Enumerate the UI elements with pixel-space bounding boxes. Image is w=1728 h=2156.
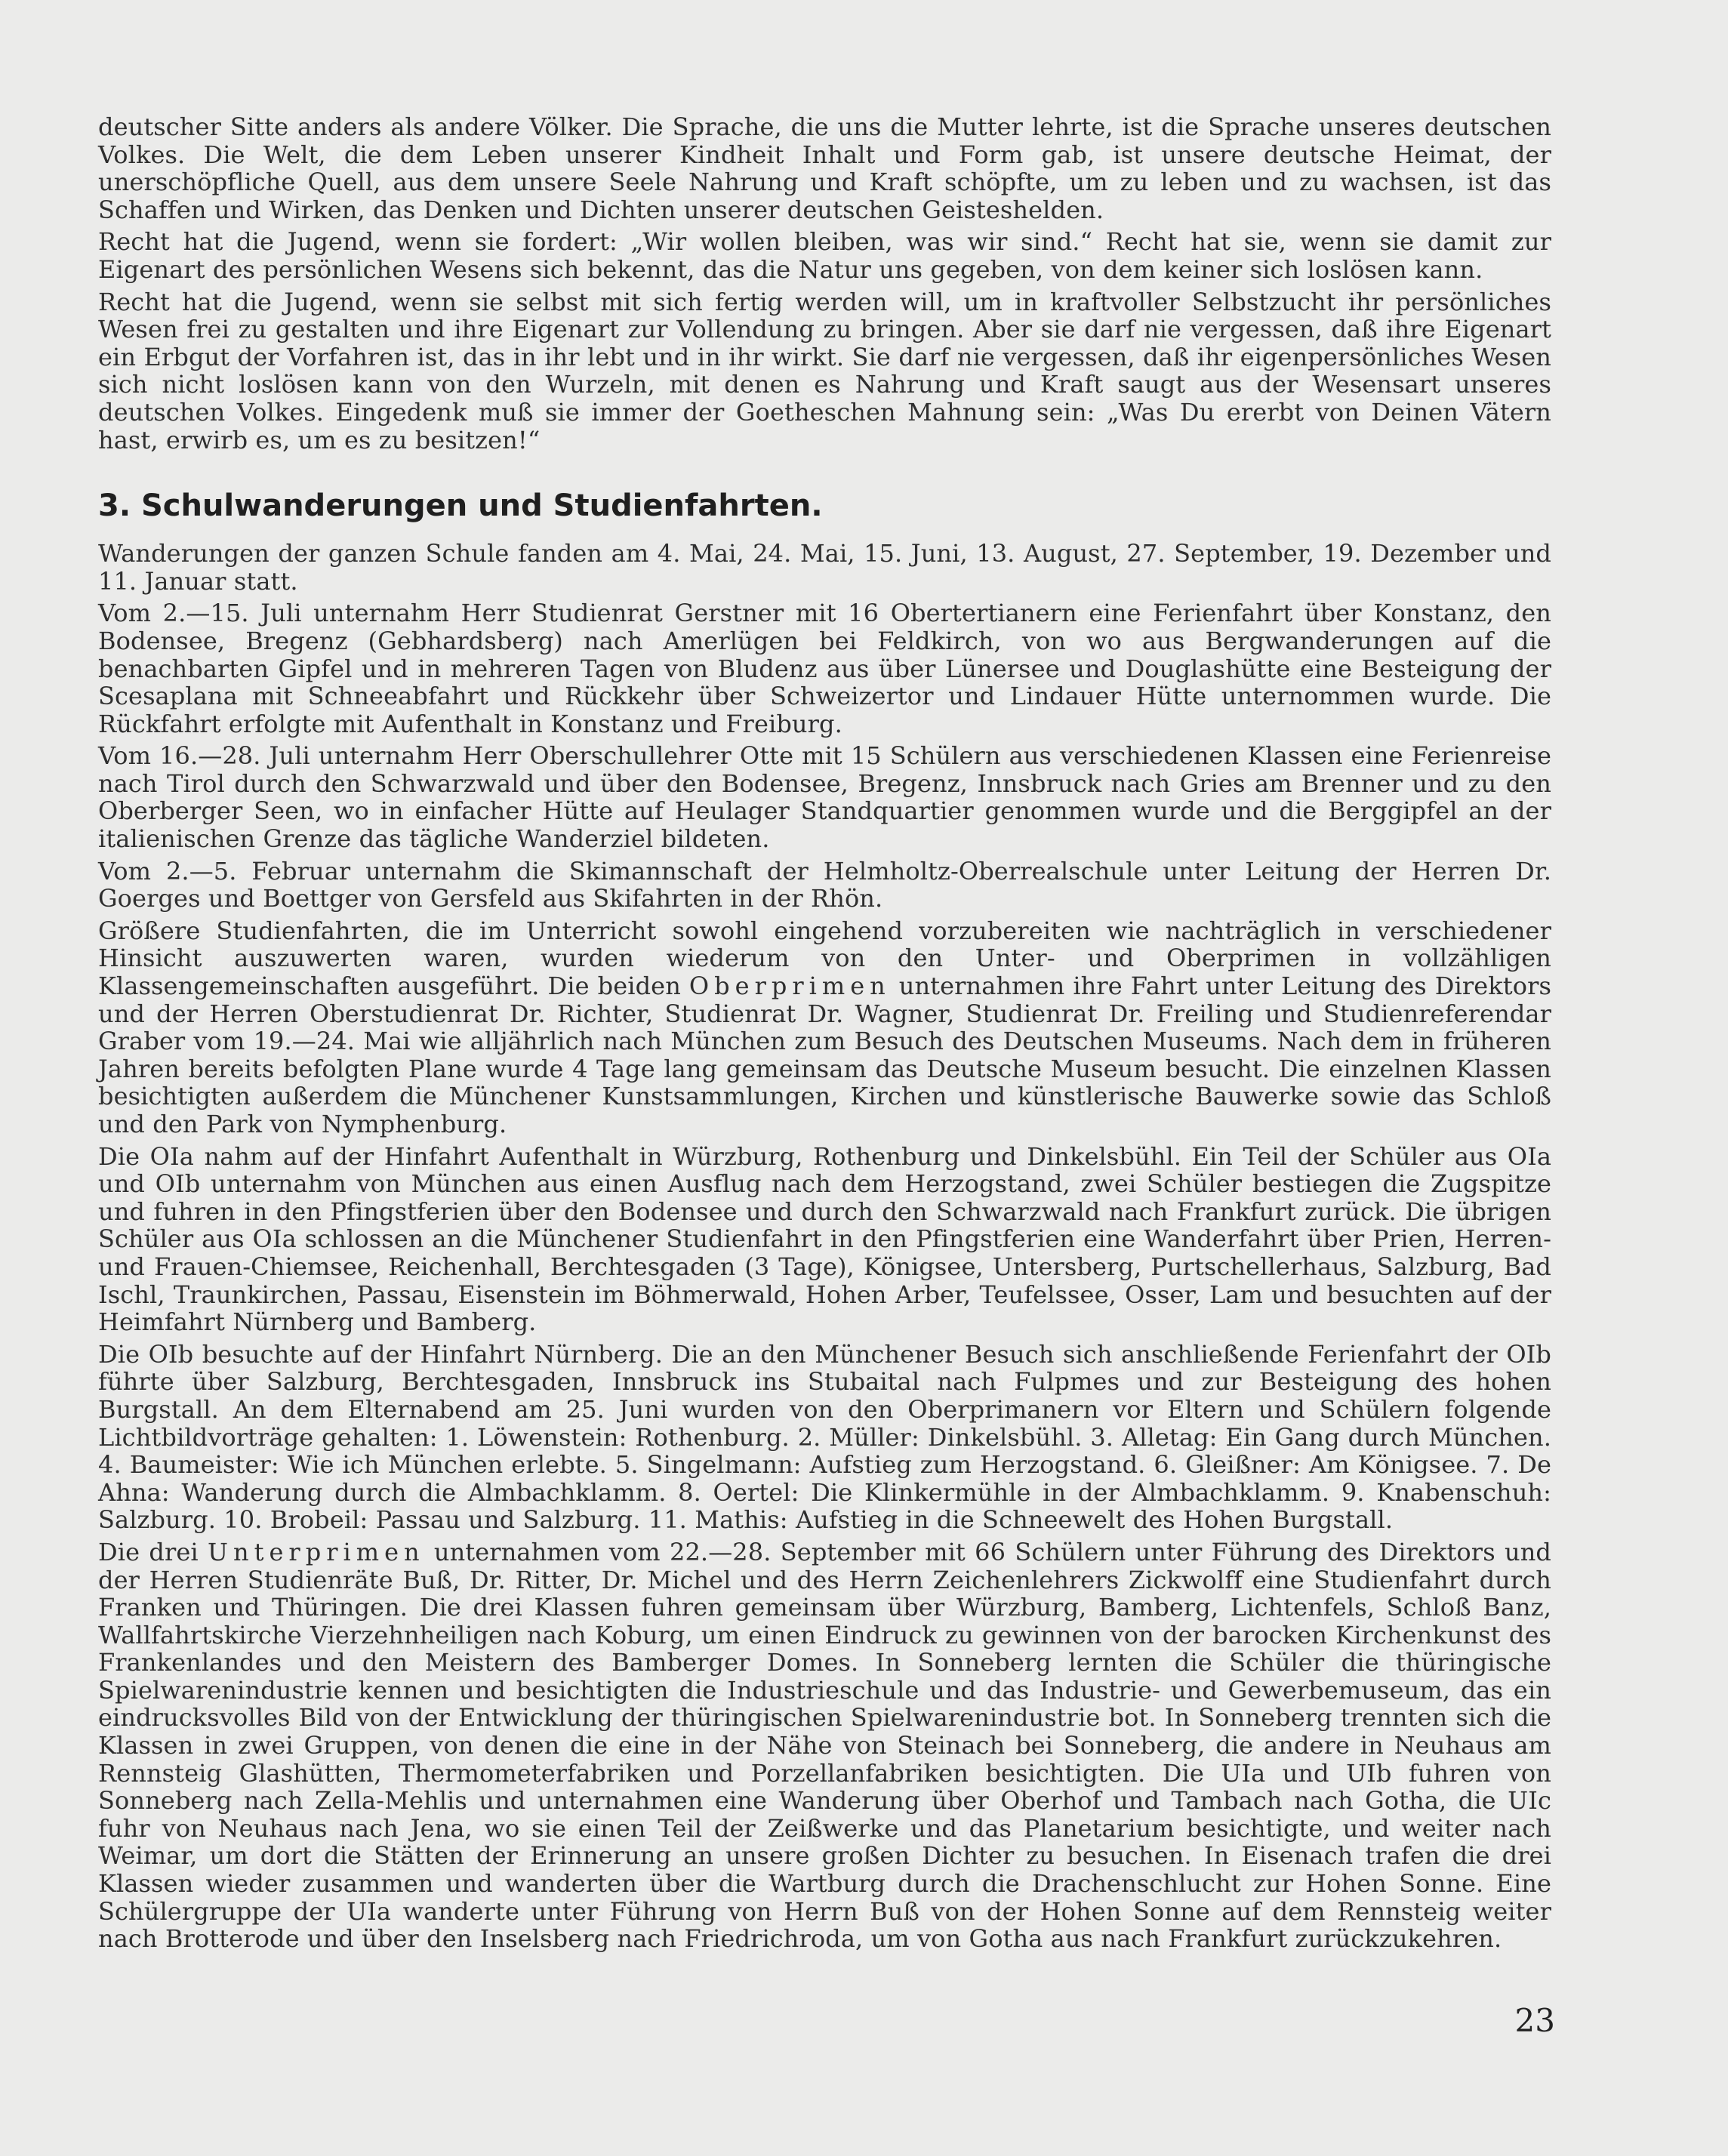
unterprimen-spaced-word: Unterprimen <box>208 1537 425 1566</box>
page-number: 23 <box>1514 2002 1555 2039</box>
intro-paragraph-2: Recht hat die Jugend, wenn sie fordert: „Wir wollen bleiben, was wir sind.“ Recht hat sie, wenn sie damit zur Eigenart des persönlichen Wesens sich bekennt, das die Natur uns gegeben, von dem keiner sich loslösen kann. <box>98 227 1551 284</box>
oberprimen-text-before: Größere Studienfahrten, die im Unterricht sowohl eingehend vorzubereiten wie nachträglich in verschiedener Hinsicht auszuwerten waren, wurden wiederum von den Unter- und Oberprimen in vollzähligen Klassengemeinschaften ausgeführt. Die beiden <box>98 916 1551 1001</box>
section-paragraph-oib: Die OIb besuchte auf der Hinfahrt Nürnberg. Die an den Münchener Besuch sich anschließende Ferienfahrt der OIb führte über Salzburg, Berchtesgaden, Innsbruck ins Stubaital nach Fulpmes und zur Besteigung des hohen Burgstall. An dem Elternabend am 25. Juni wurden von den Oberprimanern vor Eltern und Schülern folgende Lichtbildvorträge gehalten: 1. Löwenstein: Rothenburg. 2. Müller: Dinkelsbühl. 3. Alletag: Ein Gang durch München. 4. Baumeister: Wie ich München erlebte. 5. Singelmann: Aufstieg zum Herzogstand. 6. Gleißner: Am Königsee. 7. De Ahna: Wanderung durch die Almbachklamm. 8. Oertel: Die Klinkermühle in der Almbachklamm. 9. Knabenschuh: Salzburg. 10. Brobeil: Passau und Salzburg. 11. Mathis: Aufstieg in die Schneewelt des Hohen Burgstall. <box>98 1339 1551 1535</box>
unterprimen-text-after: unternahmen vom 22.—28. September mit 66 Schülern unter Führung des Direktors und der Herren Studienräte Buß, Dr. Ritter, Dr. Michel und des Herrn Zeichenlehrers Zickwolff eine Studienfahrt durch Franken und Thüringen. Die drei Klassen fuhren gemeinsam über Würzburg, Bamberg, Lichtenfels, Schloß Banz, Wallfahrtskirche Vierzehnheiligen nach Koburg, um einen Eindruck zu gewinnen von der barocken Kirchenkunst des Frankenlandes und den Meistern des Bamberger Domes. In Sonneberg lernten die Schüler die thüringische Spielwarenindustrie kennen und besichtigten die Industrieschule und das Industrie- und Gewerbemuseum, das ein eindrucksvolles Bild von der Entwicklung der thüringischen Spielwarenindustrie bot. In Sonneberg trennten sich die Klassen in zwei Gruppen, von denen die eine in der Nähe von Steinach bei Sonneberg, die andere in Neuhaus am Rennsteig Glashütten, Thermometerfabriken und Porzellanfabriken besichtigten. Die UIa und UIb fuhren von Sonneberg nach Zella-Mehlis und unternahmen eine Wanderung über Oberhof und Tambach nach Gotha, die UIc fuhr von Neuhaus nach Jena, wo sie einen Teil der Zeißwerke und das Planetarium besichtigte, und weiter nach Weimar, um dort die Stätten der Erinnerung an unsere großen Dichter zu besuchen. In Eisenach trafen die drei Klassen wieder zusammen und wanderten über die Wartburg durch die Drachenschlucht zur Hohen Sonne. Eine Schülergruppe der UIa wanderte unter Führung von Herrn Buß von der Hohen Sonne auf dem Rennsteig weiter nach Brotterode und über den Inselsberg nach Friedrichroda, um von Gotha aus nach Frankfurt zurückzukehren. <box>98 1537 1551 1954</box>
unterprimen-text-before: Die drei <box>98 1537 208 1566</box>
section-paragraph-oberprimen <box>98 917 1551 1138</box>
section-heading: 3. Schulwanderungen und Studienfahrten. <box>98 488 823 524</box>
section-paragraph-4: Vom 2.—5. Februar unternahm die Skimannschaft der Helmholtz-Oberrealschule unter Leitung der Herren Dr. Goerges und Boettger von Gersfeld aus Skifahrten in der Rhön. <box>98 856 1551 913</box>
section-paragraph-1: Wanderungen der ganzen Schule fanden am 4. Mai, 24. Mai, 15. Juni, 13. August, 27. September, 19. Dezember und 11. Januar statt. <box>98 539 1551 596</box>
section-paragraph-unterprimen <box>98 1538 1551 1953</box>
oberprimen-spaced-word: Oberprimen <box>688 972 891 1001</box>
page-body <box>98 113 1551 1953</box>
section-paragraph-3: Vom 16.—28. Juli unternahm Herr Oberschullehrer Otte mit 15 Schülern aus verschiedenen Klassen eine Ferienreise nach Tirol durch den Schwarzwald und über den Bodensee, Bregenz, Innsbruck nach Gries am Brenner und zu den Oberberger Seen, wo in einfacher Hütte auf Heulager Standquartier genommen wurde und die Berggipfel an der italienischen Grenze das tägliche Wanderziel bildeten. <box>98 741 1551 854</box>
intro-paragraph-3: Recht hat die Jugend, wenn sie selbst mit sich fertig werden will, um in kraftvoller Selbstzucht ihr persönliches Wesen frei zu gestalten und ihre Eigenart zur Vollendung zu bringen. Aber sie darf nie vergessen, daß ihre Eigenart ein Erbgut der Vorfahren ist, das in ihr lebt und in ihr wirkt. Sie darf nie vergessen, daß ihr eigenpersönliches Wesen sich nicht loslösen kann von den Wurzeln, mit denen es Nahrung und Kraft saugt aus der Wesensart unseres deutschen Volkes. Eingedenk muß sie immer der Goetheschen Mahnung sein: „Was Du ererbt von Deinen Vätern hast, erwirb es, um es zu besitzen!“ <box>98 287 1551 454</box>
oberprimen-text-after: unternahmen ihre Fahrt unter Leitung des Direktors und der Herren Oberstudienrat Dr. Richter, Studienrat Dr. Wagner, Studienrat Dr. Freiling und Studienreferendar Graber vom 19.—24. Mai wie alljährlich nach München zum Besuch des Deutschen Museums. Nach dem in früheren Jahren bereits befolgten Plane wurde 4 Tage lang gemeinsam das Deutsche Museum besucht. Die einzelnen Klassen besichtigten außerdem die Münchener Kunstsammlungen, Kirchen und künstlerische Bauwerke sowie das Schloß und den Park von Nymphenburg. <box>98 972 1551 1138</box>
section-paragraph-oia: Die OIa nahm auf der Hinfahrt Aufenthalt in Würzburg, Rothenburg und Dinkelsbühl. Ein Teil der Schüler aus OIa und OIb unternahm von München aus einen Ausflug nach dem Herzogstand, zwei Schüler bestiegen die Zugspitze und fuhren in den Pfingstferien über den Bodensee und durch den Schwarzwald nach Frankfurt zurück. Die übrigen Schüler aus OIa schlossen an die Münchener Studienfahrt in den Pfingstferien eine Wanderfahrt über Prien, Herren- und Frauen-Chiemsee, Reichenhall, Berchtesgaden (3 Tage), Königsee, Untersberg, Purtschellerhaus, Salzburg, Bad Ischl, Traunkirchen, Passau, Eisenstein im Böhmerwald, Hohen Arber, Teufelssee, Osser, Lam und besuchten auf der Heimfahrt Nürnberg und Bamberg. <box>98 1141 1551 1337</box>
section-paragraph-2: Vom 2.—15. Juli unternahm Herr Studienrat Gerstner mit 16 Obertertianern eine Ferienfahrt über Konstanz, den Bodensee, Bregenz (Gebhardsberg) nach Amerlügen bei Feldkirch, von wo aus Bergwanderungen auf die benachbarten Gipfel und in mehreren Tagen von Bludenz aus über Lünersee und Douglashütte eine Besteigung der Scesaplana mit Schneeabfahrt und Rückkehr über Schweizertor und Lindauer Hütte unternommen wurde. Die Rückfahrt erfolgte mit Aufenthalt in Konstanz und Freiburg. <box>98 599 1551 738</box>
intro-paragraph-1: deutscher Sitte anders als andere Völker. Die Sprache, die uns die Mutter lehrte, ist die Sprache unseres deutschen Volkes. Die Welt, die dem Leben unserer Kindheit Inhalt und Form gab, ist unsere deutsche Heimat, der unerschöpfliche Quell, aus dem unsere Seele Nahrung und Kraft schöpfte, um zu leben und zu wachsen, ist das Schaffen und Wirken, das Denken und Dichten unserer deutschen Geisteshelden. <box>98 112 1551 224</box>
